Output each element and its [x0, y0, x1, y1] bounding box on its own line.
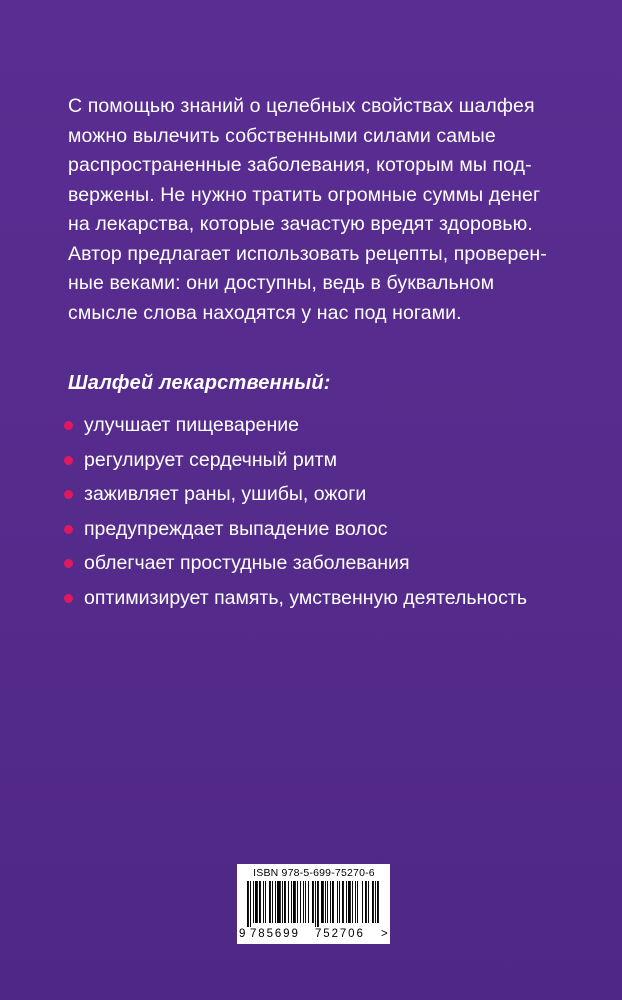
- list-item-text: оптимизирует память, умственную деятельность: [84, 586, 527, 609]
- description-line: Автор предлагает использовать рецепты, проверен-: [68, 242, 547, 265]
- description-line: смысле слова находятся у нас под ногами.: [68, 301, 462, 324]
- barcode-digits: [239, 928, 389, 942]
- isbn-barcode: [237, 864, 390, 944]
- barcode-left-group: 785699: [250, 928, 300, 940]
- description-paragraph: [68, 92, 558, 328]
- description-line: распространенные заболевания, которым мы под-: [68, 154, 532, 176]
- benefits-list: [64, 410, 564, 618]
- description-line: вержены. Не нужно тратить огромные суммы денег: [68, 183, 541, 206]
- list-item-text: предупреждает выпадение волос: [84, 517, 388, 540]
- barcode-bars-icon: [247, 881, 380, 927]
- bullet-dot-icon: [64, 594, 73, 603]
- list-item-text: улучшает пищеварение: [84, 414, 299, 436]
- list-item: [64, 548, 564, 583]
- barcode-first-digit: 9: [239, 928, 246, 940]
- list-item-text: заживляет раны, ушибы, ожоги: [84, 483, 367, 506]
- description-line: С помощью знаний о целебных свойствах шалфея: [68, 95, 535, 117]
- barcode-arrow: >: [381, 928, 388, 940]
- list-item: [64, 445, 564, 480]
- isbn-label: ISBN 978-5-699-75270-6: [253, 867, 375, 879]
- bullet-dot-icon: [64, 490, 73, 499]
- barcode-right-group: 752706: [315, 928, 365, 940]
- list-item: [64, 479, 564, 514]
- list-item-text: регулирует сердечный ритм: [84, 448, 337, 471]
- bullet-dot-icon: [64, 525, 73, 534]
- list-item: [64, 410, 564, 445]
- description-line: ные веками: они доступны, ведь в буквальном: [68, 272, 495, 294]
- list-item: [64, 583, 564, 618]
- bullet-dot-icon: [64, 456, 73, 465]
- bullet-dot-icon: [64, 421, 73, 430]
- list-item-text: облегчает простудные заболевания: [84, 552, 410, 575]
- bullet-dot-icon: [64, 559, 73, 568]
- description-line: можно вылечить собственными силами самые: [68, 124, 496, 147]
- list-item: [64, 514, 564, 549]
- benefits-heading: Шалфей лекарственный:: [68, 372, 331, 394]
- description-line: на лекарства, которые зачастую вредят здоровью.: [68, 213, 533, 235]
